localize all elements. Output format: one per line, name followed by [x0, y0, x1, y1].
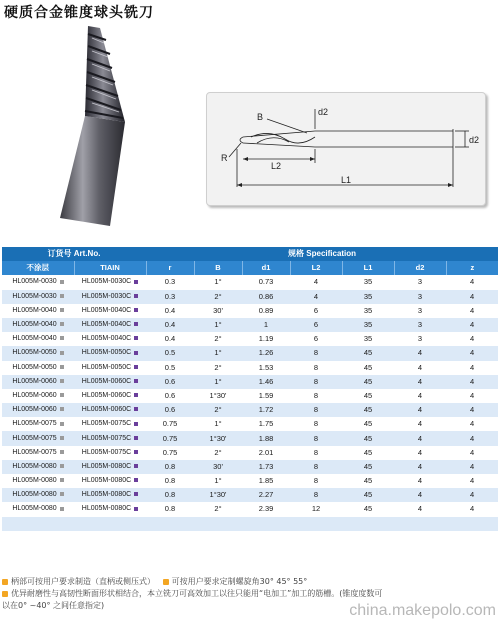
cell-uncoated-code: HL005M-0050 — [2, 346, 74, 360]
cell-d2: 3 — [394, 290, 446, 304]
cell-r: 0.4 — [146, 304, 194, 318]
uncoated-marker-icon — [60, 492, 64, 496]
empty-cell — [74, 531, 146, 545]
cell-B: 1°30' — [194, 431, 242, 445]
cell-B: 1° — [194, 375, 242, 389]
empty-cell — [242, 517, 290, 531]
cell-r: 0.3 — [146, 275, 194, 289]
coated-marker-icon — [134, 436, 138, 440]
cell-z: 4 — [446, 290, 498, 304]
label-d2-side: d2 — [469, 135, 480, 145]
col-r: r — [146, 261, 194, 275]
bullet-icon — [2, 591, 8, 597]
cell-B: 1°30' — [194, 488, 242, 502]
empty-cell — [446, 517, 498, 531]
cell-L1: 35 — [342, 304, 394, 318]
cell-L1: 45 — [342, 375, 394, 389]
empty-cell — [146, 531, 194, 545]
table-row — [2, 361, 498, 375]
uncoated-marker-icon — [60, 436, 64, 440]
cell-r: 0.75 — [146, 417, 194, 431]
cell-d1: 1 — [242, 318, 290, 332]
cell-d1: 1.73 — [242, 460, 290, 474]
cell-z: 4 — [446, 275, 498, 289]
cell-r: 0.6 — [146, 403, 194, 417]
coated-marker-icon — [134, 393, 138, 397]
cell-B: 2° — [194, 361, 242, 375]
cell-L1: 45 — [342, 488, 394, 502]
cell-d2: 3 — [394, 332, 446, 346]
cell-r: 0.8 — [146, 502, 194, 516]
cell-uncoated-code: HL005M-0040 — [2, 304, 74, 318]
cell-z: 4 — [446, 346, 498, 360]
empty-cell — [2, 531, 74, 545]
cell-uncoated-code: HL005M-0080 — [2, 474, 74, 488]
cell-L1: 45 — [342, 460, 394, 474]
cell-uncoated-code: HL005M-0060 — [2, 389, 74, 403]
cell-d1: 1.85 — [242, 474, 290, 488]
cell-L1: 45 — [342, 346, 394, 360]
cell-B: 2° — [194, 446, 242, 460]
cell-L1: 35 — [342, 318, 394, 332]
cell-L2: 8 — [290, 474, 342, 488]
uncoated-marker-icon — [60, 280, 64, 284]
coated-marker-icon — [134, 407, 138, 411]
cell-r: 0.75 — [146, 446, 194, 460]
header-order-no: 订货号 Art.No. — [2, 247, 146, 261]
cell-d1: 0.86 — [242, 290, 290, 304]
cell-L2: 8 — [290, 446, 342, 460]
cell-L1: 35 — [342, 332, 394, 346]
cell-tiain-code: HL005M-0080C — [74, 474, 146, 488]
cell-L2: 6 — [290, 304, 342, 318]
cell-L2: 8 — [290, 460, 342, 474]
uncoated-marker-icon — [60, 365, 64, 369]
cell-d2: 4 — [394, 502, 446, 516]
cell-tiain-code: HL005M-0060C — [74, 403, 146, 417]
cell-d1: 1.59 — [242, 389, 290, 403]
uncoated-marker-icon — [60, 294, 64, 298]
cell-z: 4 — [446, 474, 498, 488]
cell-B: 2° — [194, 502, 242, 516]
cell-d2: 4 — [394, 417, 446, 431]
cell-uncoated-code: HL005M-0040 — [2, 318, 74, 332]
cell-r: 0.5 — [146, 361, 194, 375]
bullet-icon — [2, 579, 8, 585]
coated-marker-icon — [134, 478, 138, 482]
cell-L2: 4 — [290, 290, 342, 304]
page-title: 硬质合金锥度球头铣刀 — [4, 5, 154, 21]
uncoated-marker-icon — [60, 464, 64, 468]
label-B: B — [257, 112, 264, 122]
cell-d2: 4 — [394, 361, 446, 375]
cell-tiain-code: HL005M-0040C — [74, 318, 146, 332]
table-row — [2, 403, 498, 417]
cell-uncoated-code: HL005M-0050 — [2, 361, 74, 375]
empty-cell — [194, 531, 242, 545]
spec-table — [2, 247, 498, 545]
table-row — [2, 332, 498, 346]
table-row — [2, 389, 498, 403]
empty-cell — [446, 531, 498, 545]
empty-cell — [146, 517, 194, 531]
uncoated-marker-icon — [60, 407, 64, 411]
empty-cell — [394, 531, 446, 545]
cell-d1: 1.88 — [242, 431, 290, 445]
uncoated-marker-icon — [60, 308, 64, 312]
label-L2: L2 — [271, 161, 282, 171]
empty-cell — [74, 517, 146, 531]
cell-L2: 8 — [290, 361, 342, 375]
cell-tiain-code: HL005M-0075C — [74, 417, 146, 431]
uncoated-marker-icon — [60, 450, 64, 454]
cell-tiain-code: HL005M-0080C — [74, 502, 146, 516]
empty-row — [2, 531, 498, 545]
cell-L1: 45 — [342, 417, 394, 431]
table-row — [2, 417, 498, 431]
uncoated-marker-icon — [60, 351, 64, 355]
table-row — [2, 488, 498, 502]
cell-uncoated-code: HL005M-0080 — [2, 460, 74, 474]
cell-d2: 4 — [394, 460, 446, 474]
dimension-diagram — [206, 92, 486, 206]
empty-cell — [342, 517, 394, 531]
cell-d1: 2.39 — [242, 502, 290, 516]
cell-d2: 3 — [394, 275, 446, 289]
cell-uncoated-code: HL005M-0060 — [2, 403, 74, 417]
cell-z: 4 — [446, 375, 498, 389]
cell-d1: 0.89 — [242, 304, 290, 318]
cell-d2: 4 — [394, 474, 446, 488]
uncoated-marker-icon — [60, 393, 64, 397]
cell-B: 1° — [194, 417, 242, 431]
cell-uncoated-code: HL005M-0075 — [2, 417, 74, 431]
cell-r: 0.5 — [146, 346, 194, 360]
coated-marker-icon — [134, 464, 138, 468]
cell-tiain-code: HL005M-0030C — [74, 290, 146, 304]
table-row — [2, 446, 498, 460]
cell-B: 30' — [194, 304, 242, 318]
cell-uncoated-code: HL005M-0030 — [2, 275, 74, 289]
uncoated-marker-icon — [60, 507, 64, 511]
cell-d1: 1.75 — [242, 417, 290, 431]
coated-marker-icon — [134, 308, 138, 312]
cell-d2: 4 — [394, 431, 446, 445]
note-taper: 以在0° ~40° 之间任意指定) — [2, 601, 105, 610]
coated-marker-icon — [134, 365, 138, 369]
col-uncoated: 不涂层 — [2, 261, 74, 275]
cell-z: 4 — [446, 417, 498, 431]
tool-photo — [30, 26, 200, 231]
cell-tiain-code: HL005M-0060C — [74, 375, 146, 389]
coated-marker-icon — [134, 351, 138, 355]
cell-r: 0.4 — [146, 318, 194, 332]
col-B: B — [194, 261, 242, 275]
empty-cell — [242, 531, 290, 545]
cell-d2: 4 — [394, 346, 446, 360]
cell-L2: 8 — [290, 346, 342, 360]
cell-d1: 0.73 — [242, 275, 290, 289]
cell-L1: 45 — [342, 446, 394, 460]
cell-r: 0.4 — [146, 332, 194, 346]
col-tiain: TIAIN — [74, 261, 146, 275]
cell-r: 0.3 — [146, 290, 194, 304]
uncoated-marker-icon — [60, 336, 64, 340]
cell-r: 0.8 — [146, 460, 194, 474]
coated-marker-icon — [134, 492, 138, 496]
cell-B: 2° — [194, 332, 242, 346]
note-wear: 优异耐磨性与高韧性断面形状相结合，本立铣刀可高效加工以往只能用“电加工”加工的筋槽。(锥度度数可 — [11, 589, 383, 598]
cell-tiain-code: HL005M-0075C — [74, 431, 146, 445]
table-row — [2, 346, 498, 360]
cell-z: 4 — [446, 446, 498, 460]
cell-d1: 1.26 — [242, 346, 290, 360]
cell-L1: 45 — [342, 502, 394, 516]
cell-B: 30' — [194, 460, 242, 474]
uncoated-marker-icon — [60, 322, 64, 326]
cell-d2: 4 — [394, 389, 446, 403]
cell-B: 1° — [194, 275, 242, 289]
empty-cell — [2, 517, 74, 531]
empty-cell — [290, 517, 342, 531]
cell-B: 1° — [194, 318, 242, 332]
table-row — [2, 460, 498, 474]
cell-tiain-code: HL005M-0050C — [74, 361, 146, 375]
cell-d1: 1.19 — [242, 332, 290, 346]
coated-marker-icon — [134, 379, 138, 383]
cell-L2: 8 — [290, 389, 342, 403]
cell-L2: 12 — [290, 502, 342, 516]
cell-tiain-code: HL005M-0075C — [74, 446, 146, 460]
header-specification: 规格 Specification — [146, 247, 498, 261]
cell-tiain-code: HL005M-0030C — [74, 275, 146, 289]
cell-L2: 8 — [290, 417, 342, 431]
cell-z: 4 — [446, 318, 498, 332]
cell-d2: 4 — [394, 446, 446, 460]
cell-L2: 6 — [290, 332, 342, 346]
cell-L2: 8 — [290, 375, 342, 389]
table-row — [2, 304, 498, 318]
cell-d1: 2.27 — [242, 488, 290, 502]
cell-z: 4 — [446, 332, 498, 346]
uncoated-marker-icon — [60, 478, 64, 482]
coated-marker-icon — [134, 336, 138, 340]
cell-L1: 45 — [342, 431, 394, 445]
cell-z: 4 — [446, 431, 498, 445]
empty-row — [2, 517, 498, 531]
cell-z: 4 — [446, 361, 498, 375]
empty-cell — [290, 531, 342, 545]
cell-z: 4 — [446, 488, 498, 502]
col-L2: L2 — [290, 261, 342, 275]
cell-z: 4 — [446, 460, 498, 474]
cell-L2: 8 — [290, 403, 342, 417]
cell-d1: 2.01 — [242, 446, 290, 460]
cell-d2: 4 — [394, 488, 446, 502]
note-helix: 可按用户要求定制螺旋角30° 45° 55° — [171, 577, 308, 586]
col-d2: d2 — [394, 261, 446, 275]
table-row — [2, 375, 498, 389]
cell-L2: 8 — [290, 431, 342, 445]
cell-r: 0.6 — [146, 375, 194, 389]
col-z: z — [446, 261, 498, 275]
cell-d1: 1.53 — [242, 361, 290, 375]
coated-marker-icon — [134, 422, 138, 426]
cell-d2: 4 — [394, 375, 446, 389]
cell-tiain-code: HL005M-0040C — [74, 304, 146, 318]
table-row — [2, 290, 498, 304]
cell-z: 4 — [446, 502, 498, 516]
cell-d2: 4 — [394, 403, 446, 417]
cell-uncoated-code: HL005M-0075 — [2, 431, 74, 445]
cell-B: 2° — [194, 290, 242, 304]
cell-tiain-code: HL005M-0050C — [74, 346, 146, 360]
cell-B: 2° — [194, 403, 242, 417]
coated-marker-icon — [134, 322, 138, 326]
cell-r: 0.8 — [146, 488, 194, 502]
cell-L2: 6 — [290, 318, 342, 332]
coated-marker-icon — [134, 450, 138, 454]
cell-B: 1° — [194, 474, 242, 488]
cell-L1: 45 — [342, 474, 394, 488]
uncoated-marker-icon — [60, 422, 64, 426]
table-row — [2, 275, 498, 289]
cell-L1: 45 — [342, 403, 394, 417]
label-R: R — [221, 153, 228, 163]
cell-L2: 4 — [290, 275, 342, 289]
cell-L1: 35 — [342, 290, 394, 304]
cell-r: 0.75 — [146, 431, 194, 445]
cell-r: 0.6 — [146, 389, 194, 403]
cell-L2: 8 — [290, 488, 342, 502]
col-L1: L1 — [342, 261, 394, 275]
cell-uncoated-code: HL005M-0075 — [2, 446, 74, 460]
coated-marker-icon — [134, 507, 138, 511]
cell-tiain-code: HL005M-0080C — [74, 488, 146, 502]
coated-marker-icon — [134, 280, 138, 284]
cell-d1: 1.46 — [242, 375, 290, 389]
cell-z: 4 — [446, 304, 498, 318]
cell-L1: 35 — [342, 275, 394, 289]
cell-uncoated-code: HL005M-0080 — [2, 502, 74, 516]
table-row — [2, 474, 498, 488]
cell-L1: 45 — [342, 389, 394, 403]
uncoated-marker-icon — [60, 379, 64, 383]
cell-tiain-code: HL005M-0040C — [74, 332, 146, 346]
cell-z: 4 — [446, 403, 498, 417]
note-shank: 柄部可按用户要求制造（直柄或侧压式） — [11, 577, 155, 586]
cell-L1: 45 — [342, 361, 394, 375]
cell-d1: 1.72 — [242, 403, 290, 417]
table-row — [2, 318, 498, 332]
cell-tiain-code: HL005M-0060C — [74, 389, 146, 403]
empty-cell — [194, 517, 242, 531]
table-row — [2, 502, 498, 516]
cell-uncoated-code: HL005M-0030 — [2, 290, 74, 304]
cell-B: 1°30' — [194, 389, 242, 403]
cell-d2: 3 — [394, 318, 446, 332]
cell-tiain-code: HL005M-0080C — [74, 460, 146, 474]
cell-r: 0.8 — [146, 474, 194, 488]
empty-cell — [394, 517, 446, 531]
cell-z: 4 — [446, 389, 498, 403]
cell-uncoated-code: HL005M-0040 — [2, 332, 74, 346]
watermark: china.makepolo.com — [349, 602, 496, 619]
col-d1: d1 — [242, 261, 290, 275]
cell-uncoated-code: HL005M-0080 — [2, 488, 74, 502]
empty-cell — [342, 531, 394, 545]
table-row — [2, 431, 498, 445]
cell-B: 1° — [194, 346, 242, 360]
cell-uncoated-code: HL005M-0060 — [2, 375, 74, 389]
coated-marker-icon — [134, 294, 138, 298]
bullet-icon — [163, 579, 169, 585]
label-L1: L1 — [341, 175, 352, 185]
cell-d2: 3 — [394, 304, 446, 318]
label-d2-top: d2 — [318, 107, 329, 117]
